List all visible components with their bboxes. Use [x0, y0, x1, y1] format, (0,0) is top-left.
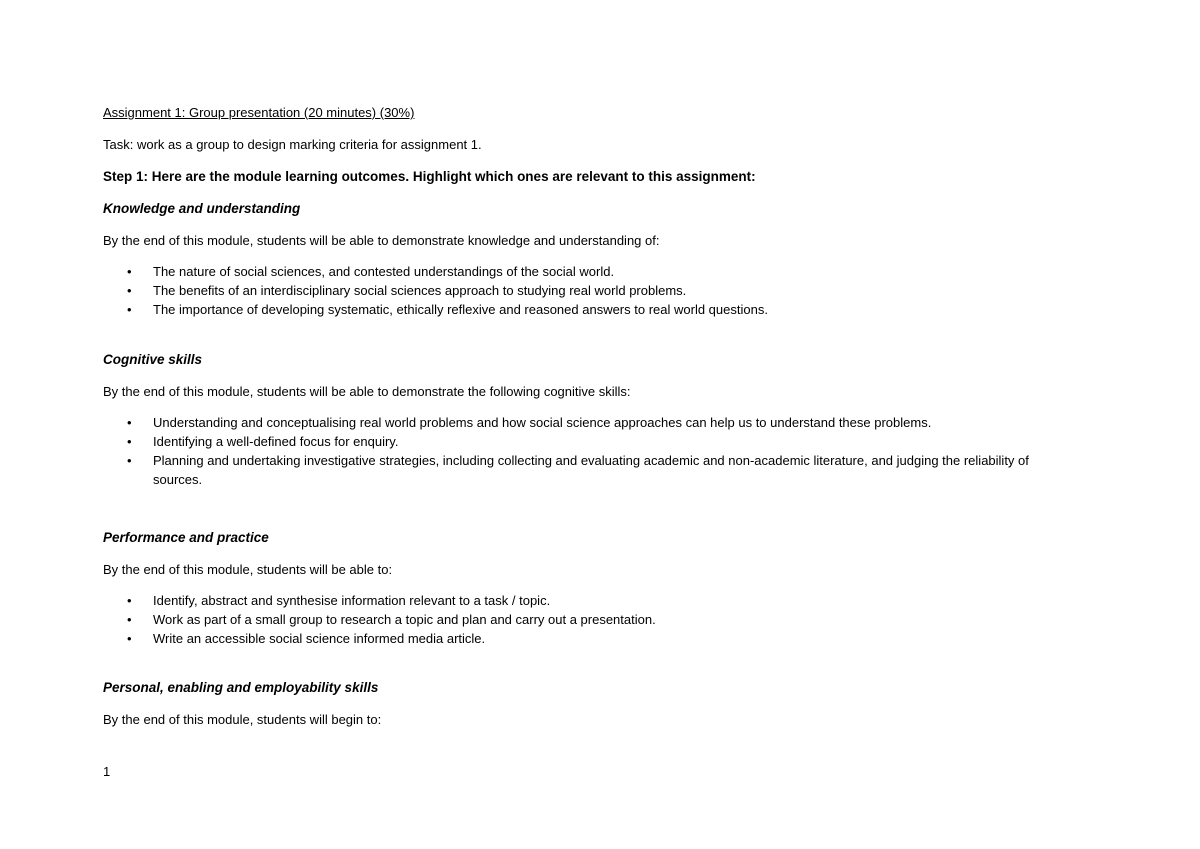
task-text: Task: work as a group to design marking criteria for assignment 1. [103, 137, 482, 152]
section-intro-personal: By the end of this module, students will begin to: [103, 712, 382, 727]
section-heading-performance: Performance and practice [103, 530, 269, 545]
list-item-text: Planning and undertaking investigative strategies, including collecting and evaluating academic and non-academic literature, and judging the reliability of sources. [153, 453, 1029, 487]
list-item [127, 610, 1073, 629]
list-item [127, 432, 1073, 451]
outcome-list-performance [127, 591, 1073, 648]
bullet-icon: • [127, 302, 132, 317]
section-heading-knowledge: Knowledge and understanding [103, 201, 301, 216]
bullet-icon: • [127, 434, 132, 449]
list-item [127, 629, 1073, 648]
list-item [127, 591, 1073, 610]
section-intro-cognitive: By the end of this module, students will be able to demonstrate the following cognitive skills: [103, 384, 631, 399]
bullet-icon: • [127, 593, 132, 608]
assignment-title: Assignment 1: Group presentation (20 minutes) (30%) [103, 105, 415, 120]
list-item-text: Identify, abstract and synthesise information relevant to a task / topic. [153, 593, 551, 608]
list-item-text: Work as part of a small group to research a topic and plan and carry out a presentation. [153, 612, 656, 627]
bullet-icon: • [127, 283, 132, 298]
list-item-text: The nature of social sciences, and contested understandings of the social world. [153, 264, 615, 279]
list-item-text: The importance of developing systematic, ethically reflexive and reasoned answers to real world questions. [153, 302, 768, 317]
outcome-list-knowledge [127, 262, 1073, 319]
bullet-icon: • [127, 264, 132, 279]
section-intro-performance: By the end of this module, students will be able to: [103, 562, 393, 577]
section-heading-personal: Personal, enabling and employability skills [103, 680, 379, 695]
list-item [127, 281, 1073, 300]
outcome-list-cognitive [127, 413, 1073, 489]
section-intro-knowledge: By the end of this module, students will be able to demonstrate knowledge and understanding of: [103, 233, 660, 248]
list-item [127, 451, 1073, 489]
list-item-text: Write an accessible social science informed media article. [153, 631, 486, 646]
list-item-text: Understanding and conceptualising real world problems and how social science approaches can help us to understand these problems. [153, 415, 932, 430]
bullet-icon: • [127, 453, 132, 468]
list-item-text: The benefits of an interdisciplinary social sciences approach to studying real world problems. [153, 283, 687, 298]
section-heading-cognitive: Cognitive skills [103, 352, 203, 367]
bullet-icon: • [127, 415, 132, 430]
bullet-icon: • [127, 631, 132, 646]
list-item [127, 262, 1073, 281]
list-item [127, 300, 1073, 319]
list-item [127, 413, 1073, 432]
page-number: 1 [103, 764, 111, 779]
step-instruction: Step 1: Here are the module learning outcomes. Highlight which ones are relevant to this assignment: [103, 169, 756, 184]
list-item-text: Identifying a well-defined focus for enquiry. [153, 434, 399, 449]
bullet-icon: • [127, 612, 132, 627]
